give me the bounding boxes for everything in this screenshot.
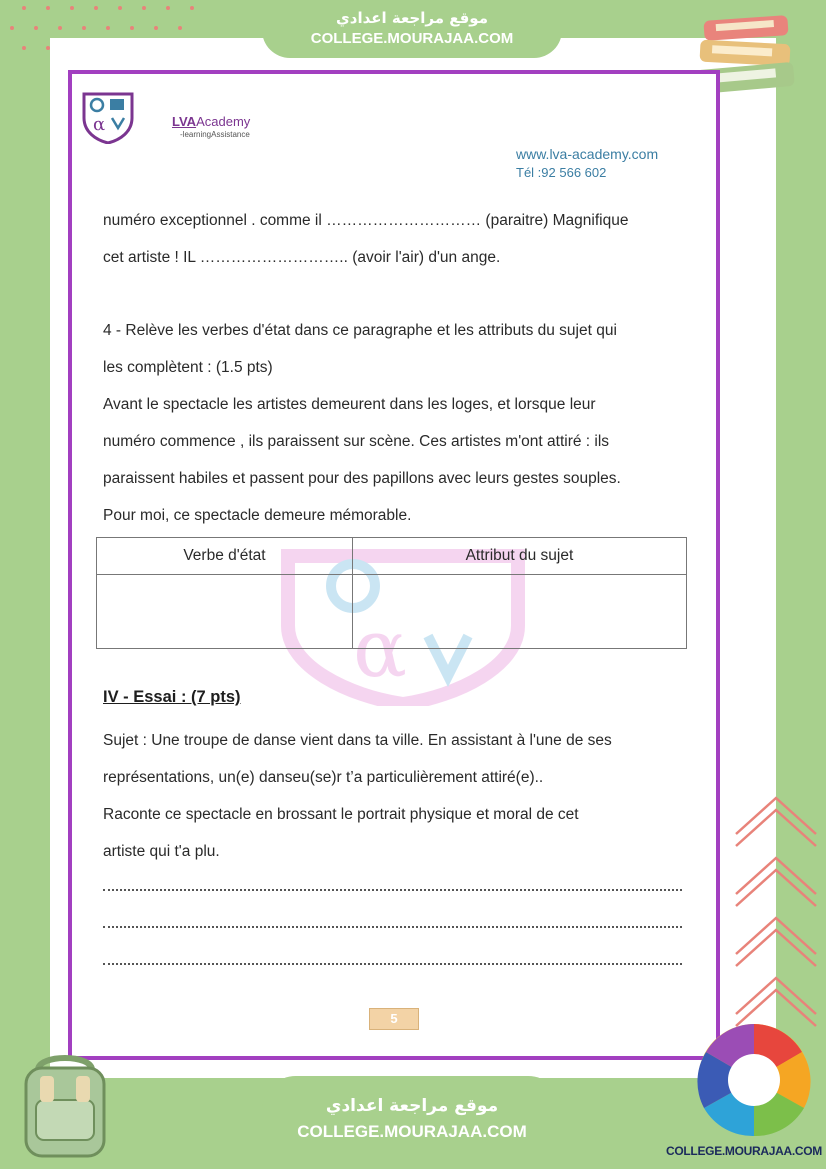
mourajaa-logo-icon bbox=[692, 1020, 816, 1140]
backpack-icon bbox=[10, 1050, 120, 1160]
paragraph-line: Avant le spectacle les artistes demeurent dans les loges, et lorsque leur bbox=[103, 396, 596, 413]
brand-lva: LVA bbox=[172, 114, 197, 129]
page-frame bbox=[68, 70, 720, 1060]
bottom-banner bbox=[262, 1076, 562, 1169]
page-number: 5 bbox=[369, 1008, 419, 1030]
brand-academy: Academy bbox=[196, 114, 251, 129]
essay-line: artiste qui t'a plu. bbox=[103, 843, 220, 860]
site-url[interactable]: COLLEGE.MOURAJAA.COM bbox=[310, 30, 514, 47]
website-link[interactable]: www.lva-academy.com bbox=[516, 146, 659, 162]
writing-line[interactable] bbox=[103, 926, 682, 928]
site-arabic-name: موقع مراجعة اعدادي bbox=[336, 9, 488, 27]
top-banner bbox=[262, 0, 562, 58]
essay-line: Sujet : Une troupe de danse vient dans ta ville. En assistant à l'une de ses bbox=[103, 732, 612, 749]
site-arabic-name-bottom: موقع مراجعة اعدادي bbox=[325, 1096, 499, 1116]
text-line: numéro exceptionnel . comme il ………………………… (paraitre) Magnifique bbox=[103, 212, 629, 229]
telephone: Tél :92 566 602 bbox=[516, 165, 607, 180]
mourajaa-logo-label: COLLEGE.MOURAJAA.COM bbox=[666, 1144, 823, 1158]
paragraph-line: paraissent habiles et passent pour des papillons avec leurs gestes souples. bbox=[103, 470, 621, 487]
answer-cell-verbe[interactable] bbox=[97, 575, 353, 649]
question-4-line-2: les complètent : (1.5 pts) bbox=[103, 359, 273, 376]
essay-title: IV - Essai : (7 pts) bbox=[103, 688, 241, 706]
column-header-attribut: Attribut du sujet bbox=[352, 538, 686, 575]
paragraph-line: Pour moi, ce spectacle demeure mémorable. bbox=[103, 507, 412, 524]
brand-subtitle: -learningAssistance bbox=[180, 130, 250, 139]
lva-logo-icon bbox=[78, 88, 138, 144]
writing-line[interactable] bbox=[103, 963, 682, 965]
essay-line: représentations, un(e) danseu(se)r t’a particulièrement attiré(e).. bbox=[103, 769, 544, 786]
writing-line[interactable] bbox=[103, 889, 682, 891]
essay-line: Raconte ce spectacle en brossant le portrait physique et moral de cet bbox=[103, 806, 579, 823]
answer-cell-attribut[interactable] bbox=[352, 575, 686, 649]
site-url-bottom[interactable]: COLLEGE.MOURAJAA.COM bbox=[297, 1122, 527, 1141]
text-line: cet artiste ! IL ……………………….. (avoir l'air) d'un ange. bbox=[103, 249, 501, 266]
brand-block bbox=[172, 114, 250, 139]
svg-text:α: α bbox=[353, 602, 408, 695]
column-header-verbe: Verbe d'état bbox=[97, 538, 353, 575]
chevron-up-icon bbox=[732, 790, 822, 1030]
answer-table bbox=[96, 537, 687, 649]
paragraph-line: numéro commence , ils paraissent sur scène. Ces artistes m'ont attiré : ils bbox=[103, 433, 610, 450]
question-4-line-1: 4 - Relève les verbes d'état dans ce paragraphe et les attributs du sujet qui bbox=[103, 322, 617, 339]
svg-text:α: α bbox=[93, 114, 106, 135]
